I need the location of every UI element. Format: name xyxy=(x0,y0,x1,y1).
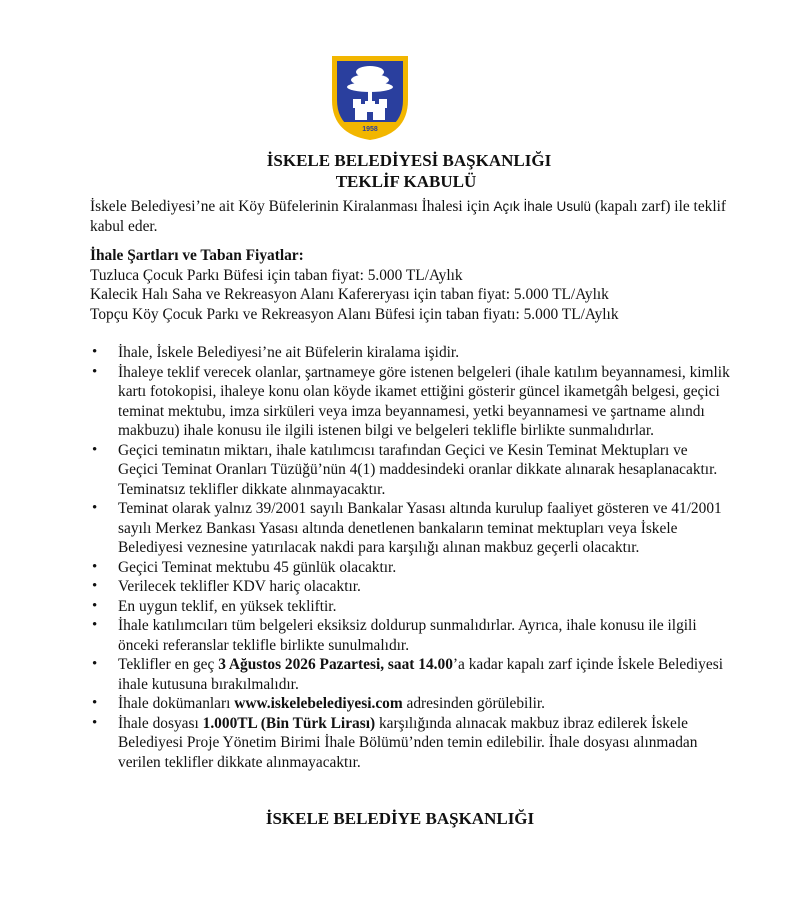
deadline-date: 3 Ağustos 2026 Pazartesi, saat 14.00 xyxy=(218,656,453,673)
list-item xyxy=(118,714,730,773)
castle-icon xyxy=(353,99,387,120)
price-line: Topçu Köy Çocuk Parkı ve Rekreasyon Alanı Büfesi için taban fiyatı: 5.000 TL/Aylık xyxy=(90,305,619,323)
list-item: • Teminat olarak yalnız 39/2001 sayılı Bankalar Yasası altında kurulup faaliyet gösteren ve 41/2001 sayılı Merkez Bankası Yasası altında denetlenen bankaların teminat mektupları veya İskele Belediyesi veznesine yatırılacak nakdi para karşılığı alınan makbuz geçerli olacaktır. xyxy=(118,499,730,558)
price-line: Tuzluca Çocuk Parkı Büfesi için taban fiyat: 5.000 TL/Aylık xyxy=(90,266,463,284)
list-item: • Verilecek teklifler KDV hariç olacaktır. xyxy=(118,577,730,597)
logo-year: 1958 xyxy=(362,126,378,133)
list-item xyxy=(118,694,730,714)
conditions-heading: İhale Şartları ve Taban Fiyatlar: xyxy=(90,247,304,264)
municipality-logo xyxy=(329,52,411,140)
list-item: • Geçici teminatın miktarı, ihale katılımcısı tarafından Geçici ve Kesin Teminat Mektupları ve Geçici Teminat Oranları Tüzüğü’nün 4(1) maddesindeki oranlar dikkate alınarak hesaplanacaktır. Teminatsız teklifler dikkate alınmayacaktır. xyxy=(118,441,730,500)
intro-method: Açık İhale Usulü xyxy=(493,199,591,214)
price-line: Kalecik Halı Saha ve Rekreasyon Alanı Kafereryası için taban fiyat: 5.000 TL/Aylık xyxy=(90,286,609,303)
fee-text: İhale dosyası xyxy=(118,714,203,732)
documents-text-2: adresinden görülebilir. xyxy=(402,695,546,712)
intro-text-1: İskele Belediyesi’ne ait Köy Büfelerinin Kiralanması İhalesi için xyxy=(90,198,494,215)
document-header xyxy=(0,150,800,192)
conditions-list xyxy=(90,343,730,772)
fee-text-2: karşılığında alınacak makbuz ibraz edilerek İskele Belediyesi Proje Yönetim Birimi İhale Bölümü’nden temin edilebilir. İhale dosyası alınmadan verilen teklifler dikkate alınmayacaktır. xyxy=(118,714,698,771)
list-item xyxy=(118,655,730,694)
page-subtitle: TEKLİF KABULÜ xyxy=(335,172,477,191)
list-item: • İhale katılımcıları tüm belgeleri eksiksiz doldurup sunmalıdırlar. Ayrıca, ihale konusu ile ilgili önceki referanslar teklifle birlikte sunulmalıdır. xyxy=(118,616,730,655)
page-title: İSKELE BELEDİYESİ BAŞKANLIĞI xyxy=(266,151,552,170)
list-item: • İhale, İskele Belediyesi’ne ait Büfelerin kiralama işidir. xyxy=(118,343,730,363)
intro-paragraph xyxy=(90,197,730,236)
fee-amount: 1.000TL (Bin Türk Lirası) xyxy=(202,714,376,732)
list-item: • En uygun teklif, en yüksek tekliftir. xyxy=(118,597,730,617)
list-item: • İhaleye teklif verecek olanlar, şartnameye göre istenen belgeleri (ihale katılım beyannamesi, kimlik kartı fotokopisi, ihaleye konu olan köyde ikamet ettiğini gösterir güncel ikametgâh belgesi, geçici teminat mektubu, imza sirküleri veya imza beyannamesi, yetki beyannamesi ve şartname alındı makbuzu) ihale konusu ile ilgili istenen bilgi ve belgeleri teklifle birlikte sunmalıdırlar. xyxy=(118,363,730,441)
deadline-text: Teklifler en geç xyxy=(118,656,219,673)
intro-text-2: (kapalı zarf) ile teklif kabul eder. xyxy=(90,198,727,235)
document-body xyxy=(90,197,730,772)
website-link[interactable]: www.iskelebelediyesi.com xyxy=(234,695,403,712)
list-item: • Geçici Teminat mektubu 45 günlük olacaktır. xyxy=(118,558,730,578)
deadline-text-2: ’a kadar kapalı zarf içinde İskele Belediyesi ihale kutusuna bırakılmalıdır. xyxy=(118,656,723,693)
footer-title: İSKELE BELEDİYE BAŞKANLIĞI xyxy=(265,809,535,828)
documents-text: İhale dokümanları xyxy=(118,695,235,712)
